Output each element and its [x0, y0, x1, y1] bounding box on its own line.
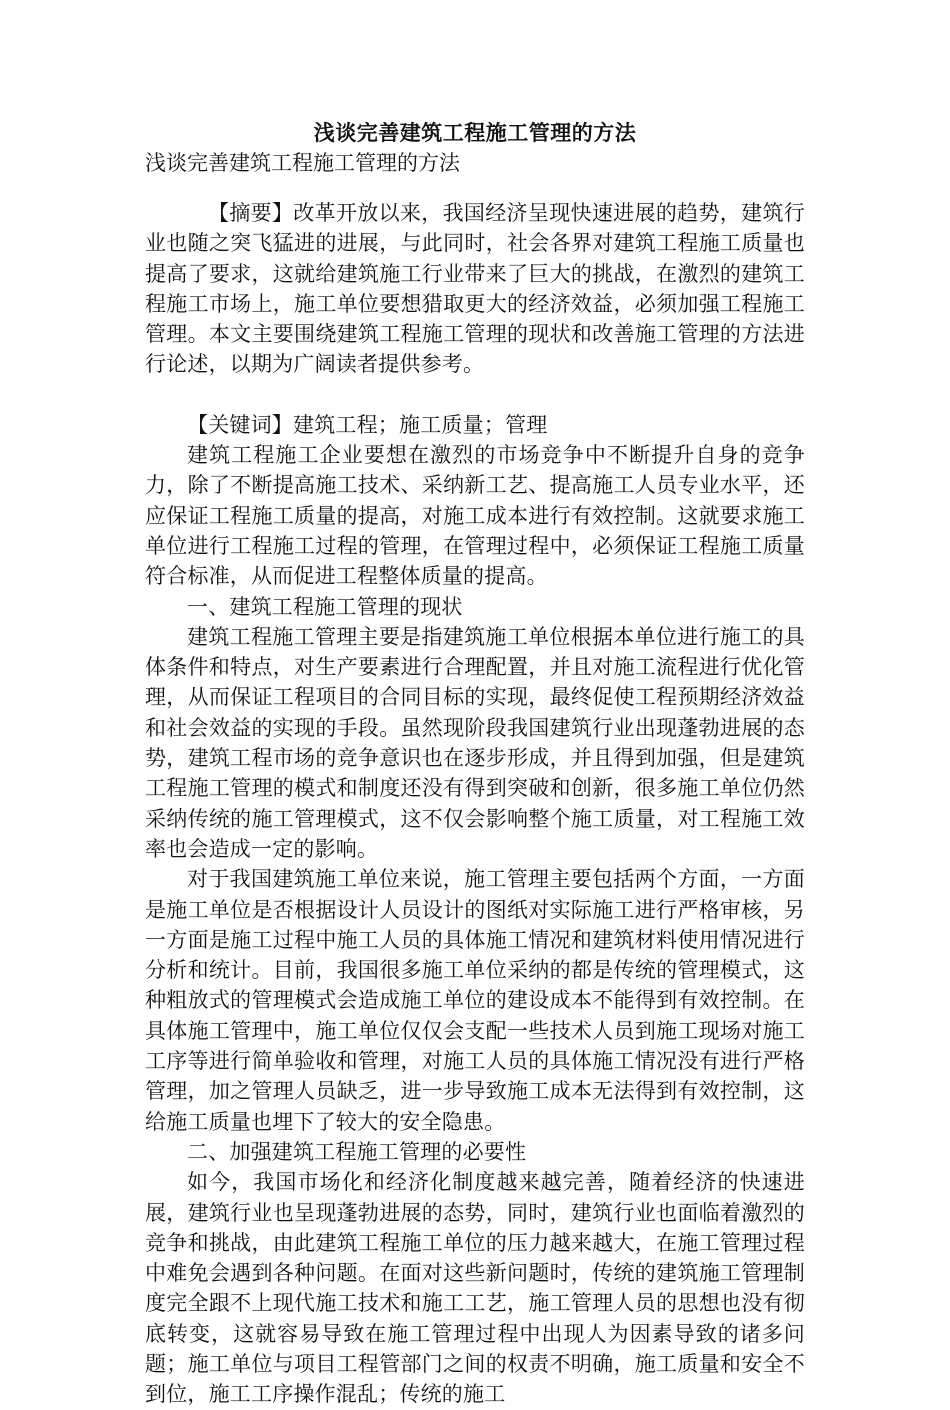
- section-heading-2: 二、加强建筑工程施工管理的必要性: [187, 1139, 527, 1164]
- section1-paragraph-1: 建筑工程施工管理主要是指建筑施工单位根据本单位进行施工的具体条件和特点，对生产要素进行合理配置，并且对施工流程进行优化管理，从而保证工程项目的合同目标的实现，最终促使工程预期经济效益和社会效益的实现的手段。虽然现阶段我国建筑行业出现蓬勃进展的态势，建筑工程市场的竞争意识也在逐步形成，并且得到加强，但是建筑工程施工管理的模式和制度还没有得到突破和创新，很多施工单位仍然采纳传统的施工管理模式，这不仅会影响整个施工质量，对工程施工效率也会造成一定的影响。: [145, 624, 805, 861]
- document-title: 浅谈完善建筑工程施工管理的方法: [313, 120, 637, 145]
- intro-paragraph: 建筑工程施工企业要想在激烈的市场竞争中不断提升自身的竞争力，除了不断提高施工技术、采纳新工艺、提高施工人员专业水平，还应保证工程施工质量的提高，对施工成本进行有效控制。这就要求施工单位进行工程施工过程的管理，在管理过程中，必须保证工程施工质量符合标准，从而促进工程整体质量的提高。: [145, 443, 805, 589]
- keywords-line: 【关键词】建筑工程；施工质量；管理: [187, 412, 548, 437]
- document-page: [145, 118, 805, 1410]
- document-subtitle: 浅谈完善建筑工程施工管理的方法: [145, 151, 460, 175]
- section-heading-1: 一、建筑工程施工管理的现状: [187, 594, 463, 619]
- section2-paragraph-1: 如今，我国市场化和经济化制度越来越完善，随着经济的快速进展，建筑行业也呈现蓬勃进展的态势，同时，建筑行业也面临着激烈的竞争和挑战，由此建筑工程施工单位的压力越来越大，在施工管理过程中难免会遇到各种问题。在面对这些新问题时，传统的建筑施工管理制度完全跟不上现代施工技术和施工工艺，施工管理人员的思想也没有彻底转变，这就容易导致在施工管理过程中出现人为因素导致的诸多问题；施工单位与项目工程管部门之间的权责不明确，施工质量和安全不到位，施工工序操作混乱；传统的施工: [145, 1170, 805, 1407]
- abstract-paragraph: 【摘要】改革开放以来，我国经济呈现快速进展的趋势，建筑行业也随之突飞猛进的进展，与此同时，社会各界对建筑工程施工质量也提高了要求，这就给建筑施工行业带来了巨大的挑战，在激烈的建筑工程施工市场上，施工单位要想猎取更大的经济效益，必须加强工程施工管理。本文主要围绕建筑工程施工管理的现状和改善施工管理的方法进行论述，以期为广阔读者提供参考。: [145, 201, 805, 377]
- section1-paragraph-2: 对于我国建筑施工单位来说，施工管理主要包括两个方面，一方面是施工单位是否根据设计人员设计的图纸对实际施工进行严格审核，另一方面是施工过程中施工人员的具体施工情况和建筑材料使用情况进行分析和统计。目前，我国很多施工单位采纳的都是传统的管理模式，这种粗放式的管理模式会造成施工单位的建设成本不能得到有效控制。在具体施工管理中，施工单位仅仅会支配一些技术人员到施工现场对施工工序等进行简单验收和管理，对施工人员的具体施工情况没有进行严格管理，加之管理人员缺乏，进一步导致施工成本无法得到有效控制，这给施工质量也埋下了较大的安全隐患。: [145, 867, 805, 1134]
